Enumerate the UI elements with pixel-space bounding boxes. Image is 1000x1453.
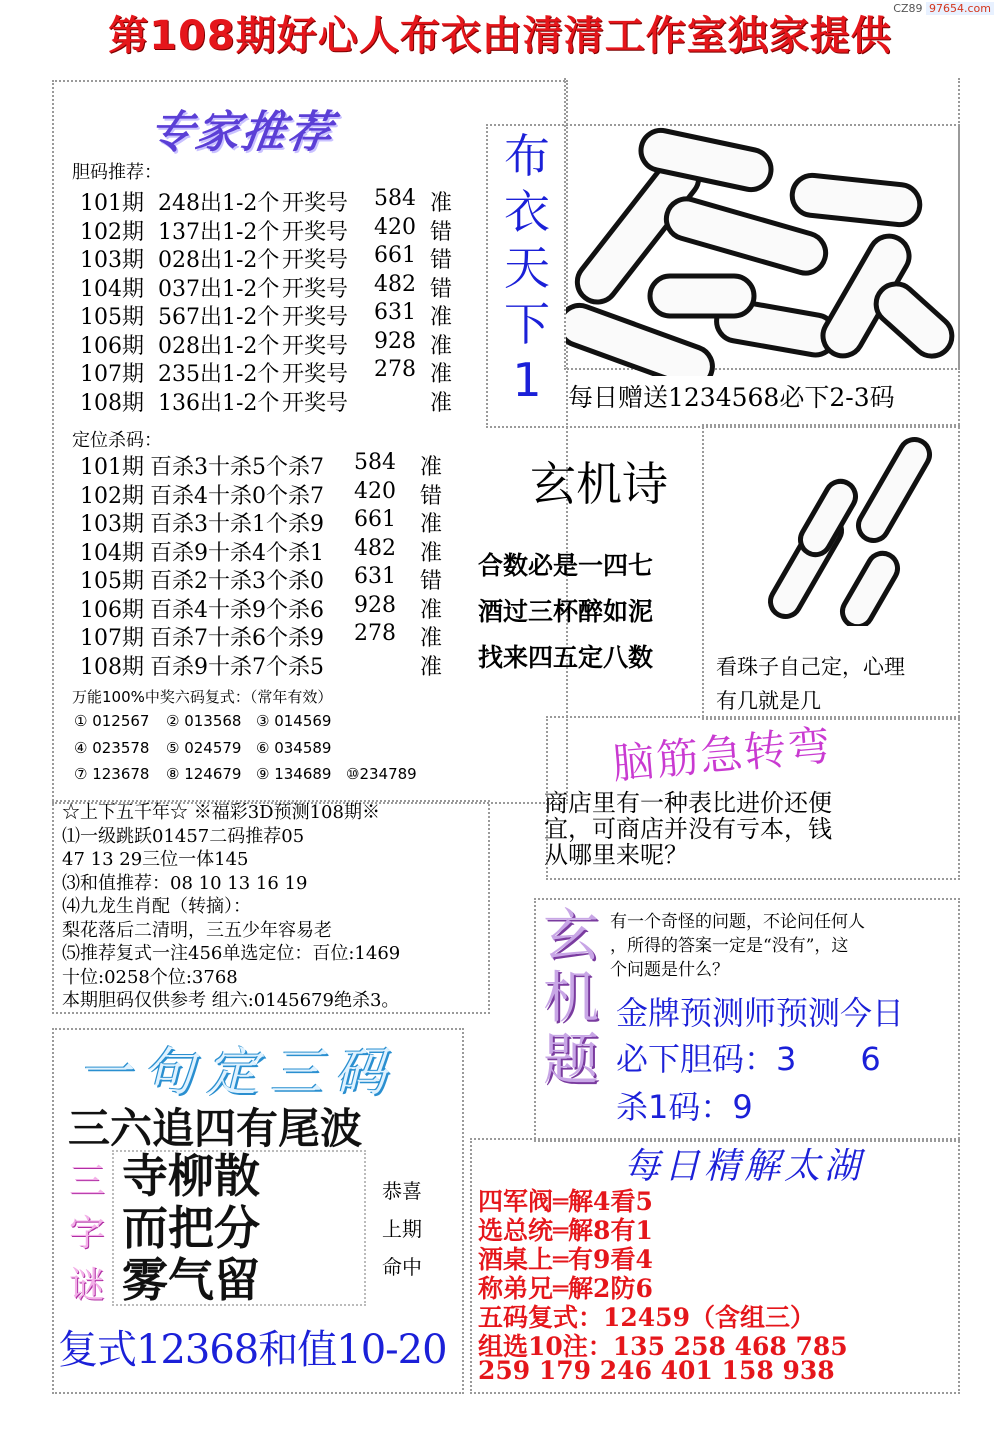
- dan-pick: 137出1-2个: [158, 219, 280, 245]
- word-riddle-line: 雾气留: [122, 1253, 260, 1307]
- taihu-line: 称弟兄═解2防6: [478, 1274, 653, 1303]
- kill-period: 108期: [80, 654, 144, 680]
- buyi-char: 1: [512, 353, 542, 407]
- taihu-line: 酒桌上═有9看4: [478, 1245, 653, 1274]
- kill-mark: 准: [420, 597, 443, 623]
- kill-kill: 百杀7十杀6个杀9: [150, 626, 324, 651]
- page-title: 第108期好心人布衣由清清工作室独家提供: [108, 13, 892, 59]
- word-riddle-line: 而把分: [122, 1201, 260, 1255]
- riddle-question: [610, 910, 865, 982]
- dan-mark: 准: [430, 191, 453, 216]
- dan-period: 101期: [80, 191, 144, 216]
- word-riddle-char: 谜: [68, 1265, 105, 1306]
- kill-kill: 百杀4十杀0个杀7: [150, 483, 324, 509]
- word-riddle-vertical: [62, 1156, 112, 1312]
- congrats-line: 上期: [382, 1217, 422, 1241]
- dan-label: 胆码推荐：: [72, 162, 162, 183]
- one-phrase: 三六追四有尾波: [68, 1104, 363, 1153]
- buyi-char: 天: [504, 241, 550, 295]
- brain-line: 商店里有一种表比进价还便: [544, 789, 832, 817]
- kill-mark: 准: [420, 626, 443, 651]
- daily-gift: 每日赠送1234568必下2-3码: [568, 383, 895, 412]
- kill-kill: 百杀9十杀7个杀5: [150, 654, 324, 680]
- congrats-line: 恭喜: [382, 1179, 422, 1203]
- predict-line: 十位:0258个位:3768: [62, 966, 238, 988]
- dan-mark: 错: [430, 276, 453, 302]
- taihu-line: 259 179 246 401 158 938: [478, 1356, 835, 1385]
- dan-period: 106期: [80, 333, 144, 359]
- taihu-line: 五码复式：12459（含组三）: [478, 1303, 815, 1332]
- stick: [795, 476, 861, 560]
- combo-item: ④ 023578: [74, 738, 150, 757]
- predict-line: ☆上下五千年☆ ※福彩3D预测108期※: [62, 802, 380, 823]
- kill-kill: 百杀3十杀5个杀7: [150, 455, 324, 480]
- riddle-char: 机: [543, 966, 599, 1031]
- kill-label: 定位杀码：: [72, 430, 162, 451]
- riddle-char: 玄: [543, 904, 599, 969]
- kill-mark: 准: [420, 540, 443, 566]
- predict-line: 47 13 29三位一体145: [62, 849, 249, 870]
- stick: [853, 434, 935, 546]
- word-riddle-line: 寺柳散: [122, 1149, 260, 1203]
- dan-label: 开奖号: [282, 333, 349, 359]
- dan-result: 482: [374, 271, 416, 297]
- kill-result: 482: [354, 535, 396, 561]
- riddle-vertical-title: [538, 906, 604, 1092]
- buyi-char: 衣: [504, 185, 550, 239]
- kill-mark: 错: [420, 483, 443, 509]
- gold-predictor: 金牌预测师预测今日: [616, 994, 905, 1032]
- brain-line: 从哪里来呢？: [544, 841, 688, 869]
- dan-label: 开奖号: [282, 276, 349, 302]
- combo-item: ⑧ 124679: [166, 765, 242, 783]
- stick: [790, 173, 921, 226]
- riddle-line: 有一个奇怪的问题，不论问任何人: [610, 912, 865, 932]
- poem-line: 酒过三杯醉如泥: [478, 597, 654, 626]
- dan-label: 开奖号: [282, 219, 349, 245]
- kill-period: 106期: [80, 597, 144, 623]
- buyi-vertical-title: [494, 128, 560, 408]
- word-riddle-lines: [122, 1150, 260, 1306]
- kill-period: 101期: [80, 455, 144, 480]
- compound-footer: 复式12368和值10-20: [58, 1327, 447, 1373]
- dan-period: 107期: [80, 362, 144, 387]
- kill-mark: 准: [420, 512, 443, 537]
- dan-mark: 准: [430, 333, 453, 359]
- poem-line: 找来四五定八数: [478, 643, 654, 672]
- taihu-line: 四军阀═解4看5: [478, 1187, 653, 1216]
- poem-hint: [716, 650, 905, 718]
- taihu-line: 组选10注：135 258 468 785: [478, 1332, 848, 1361]
- combo-item: ⑨ 134689: [256, 765, 332, 783]
- taihu-title: 每日精解太湖: [624, 1146, 865, 1187]
- stick: [837, 548, 903, 626]
- taihu-line: 选总统═解8有1: [478, 1216, 653, 1245]
- combo-title: 万能100%中奖六码复式：（常年有效）: [72, 688, 333, 706]
- combo-item: ③ 014569: [256, 712, 332, 730]
- must-dan: 必下胆码：3 6: [616, 1040, 881, 1078]
- brain-title: 脑筋急转弯: [610, 720, 834, 789]
- combo-item: ① 012567: [74, 712, 150, 730]
- sticks-image: [566, 96, 956, 376]
- kill-period: 102期: [80, 483, 144, 509]
- dan-pick: 235出1-2个: [158, 362, 280, 387]
- kill-kill: 百杀4十杀9个杀6: [150, 597, 324, 623]
- combo-item: ② 013568: [166, 712, 242, 730]
- kill-result: 631: [354, 564, 396, 589]
- kill-result: 420: [354, 478, 396, 504]
- combo-item: ⑤ 024579: [166, 738, 242, 757]
- dan-period: 102期: [80, 219, 144, 245]
- dan-period: 108期: [80, 390, 144, 416]
- dan-mark: 错: [430, 219, 453, 245]
- dan-result: 928: [374, 328, 416, 354]
- bead-sticks-image: [760, 426, 940, 626]
- kill-period: 103期: [80, 512, 144, 537]
- brain-line: 宜，可商店并没有亏本，钱: [544, 815, 832, 843]
- combo-item: ⑥ 034589: [256, 738, 332, 757]
- congrats: [382, 1172, 422, 1286]
- kill-mark: 准: [420, 654, 443, 680]
- dan-period: 104期: [80, 276, 144, 302]
- predict-line: ⑶和值推荐：08 10 13 16 19: [62, 872, 308, 894]
- kill-result: 928: [354, 592, 396, 618]
- dan-mark: 准: [430, 362, 453, 387]
- predict-line: ⑴一级跳跃01457二码推荐05: [62, 825, 305, 847]
- watermark-prefix: CZ89: [893, 2, 923, 15]
- stick: [868, 276, 956, 365]
- hint-line: 看珠子自己定，心理: [716, 655, 905, 679]
- kill-kill: 百杀2十杀3个杀0: [150, 569, 324, 594]
- combo-item: ⑦ 123678: [74, 765, 150, 783]
- kill-period: 107期: [80, 626, 144, 651]
- watermark-site[interactable]: 97654.com: [926, 2, 994, 15]
- dan-pick: 567出1-2个: [158, 305, 280, 330]
- riddle-char: 题: [543, 1028, 599, 1093]
- buyi-char: 下: [504, 297, 550, 351]
- kill-result: 584: [354, 450, 396, 475]
- combo-item: ⑩234789: [346, 765, 417, 783]
- kill-period: 104期: [80, 540, 144, 566]
- kill-kill: 百杀3十杀1个杀9: [150, 512, 324, 537]
- kill-mark: 准: [420, 455, 443, 480]
- dan-result: 631: [374, 300, 416, 325]
- one-title: 一句定三码: [78, 1043, 399, 1103]
- dan-period: 103期: [80, 248, 144, 273]
- congrats-line: 命中: [382, 1255, 422, 1279]
- dan-label: 开奖号: [282, 305, 349, 330]
- dan-result: 661: [374, 243, 416, 268]
- dan-pick: 037出1-2个: [158, 276, 280, 302]
- buyi-char: 布: [504, 129, 550, 183]
- kill-period: 105期: [80, 569, 144, 594]
- riddle-line: 个问题是什么？: [610, 960, 729, 980]
- dan-pick: 028出1-2个: [158, 333, 280, 359]
- dan-mark: 准: [430, 305, 453, 330]
- dan-result: 584: [374, 186, 416, 211]
- hint-line: 有几就是几: [716, 689, 821, 713]
- poem-line: 合数必是一四七: [478, 551, 654, 580]
- predict-line: 梨花落后二清明，三五少年容易老: [62, 919, 332, 941]
- brain-question: [544, 790, 832, 868]
- dan-result: 420: [374, 214, 416, 240]
- dan-mark: 错: [430, 248, 453, 273]
- predict-line: 本期胆码仅供参考 组六:0145679绝杀3。: [62, 990, 400, 1011]
- riddle-line: ，所得的答案一定是“没有”，这: [610, 936, 849, 956]
- predict-line: ⑷九龙生肖配（转摘）：: [62, 896, 251, 917]
- recommend-title: 专家推荐: [145, 107, 337, 158]
- dan-mark: 准: [430, 390, 453, 416]
- word-riddle-char: 字: [68, 1213, 105, 1254]
- kill-result: 278: [354, 621, 396, 646]
- kill-one: 杀1码：9: [616, 1088, 753, 1126]
- dan-pick: 136出1-2个: [158, 390, 280, 416]
- dan-period: 105期: [80, 305, 144, 330]
- kill-kill: 百杀9十杀4个杀1: [150, 540, 324, 566]
- poem-title: 玄机诗: [530, 457, 668, 511]
- dan-label: 开奖号: [282, 248, 349, 273]
- dan-pick: 028出1-2个: [158, 248, 280, 273]
- dan-label: 开奖号: [282, 390, 349, 416]
- dan-label: 开奖号: [282, 191, 349, 216]
- word-riddle-char: 三: [68, 1161, 105, 1202]
- dan-result: 278: [374, 357, 416, 382]
- dan-label: 开奖号: [282, 362, 349, 387]
- kill-mark: 错: [420, 569, 443, 594]
- dan-pick: 248出1-2个: [158, 191, 280, 216]
- stick: [650, 276, 754, 316]
- predict-line: ⑸推荐复式一注456单选定位：百位:1469: [62, 943, 401, 964]
- kill-result: 661: [354, 507, 396, 532]
